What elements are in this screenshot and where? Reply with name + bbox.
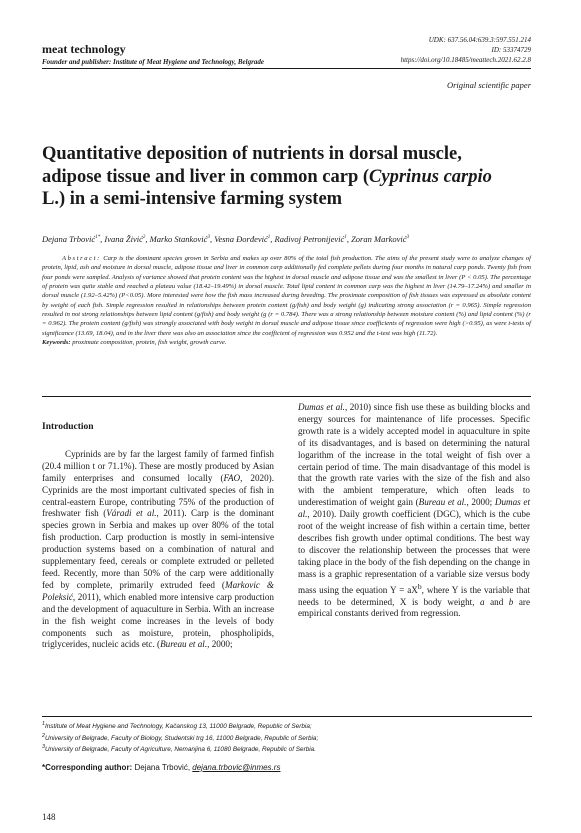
corresponding-label: *Corresponding author:: [42, 763, 133, 772]
paper-id: ID: 53374729: [491, 46, 531, 54]
author-name: Vesna Đorđević: [214, 234, 268, 244]
abstract-label: Abstract:: [62, 255, 101, 262]
publisher-line: Founder and publisher: Institute of Meat Hygiene and Technology, Belgrade: [42, 58, 264, 66]
corresponding-author: [42, 763, 280, 772]
affiliations: [42, 720, 532, 755]
body-text: , 2011), which enabled more intensive carp production and the development of aquaculture in Serbia. With an increase in the fish weight come increases in the levels of body components such as moisture, protein, phospholipids, triglycerides, nucleic acids etc. (: [42, 591, 274, 650]
body-text: , 2000;: [466, 497, 495, 508]
journal-name: meat technology: [42, 42, 126, 56]
body-text: , 2020). Cyprinids are the most important cultivated species of fish in central-eastern Europe, contributing 75% of the production of freshwater fish (: [42, 472, 274, 519]
author-affiliation-mark: 3: [207, 235, 210, 241]
affiliation-mark: 3: [42, 744, 45, 751]
author-name: Marko Stanković: [149, 234, 208, 244]
section-heading-introduction: Introduction: [42, 422, 94, 432]
keywords-label: Keywords:: [42, 339, 71, 347]
variable: b: [508, 596, 514, 607]
corresponding-name: Dejana Trbović,: [134, 763, 191, 772]
body-text: , where Y is the variable that needs to be determined, X is body weight,: [298, 584, 530, 607]
author-name: Radivoj Petronijević: [274, 234, 345, 244]
author-affiliation-mark: 1: [267, 235, 271, 241]
intro-paragraph: [42, 449, 274, 651]
affiliation-item: [42, 743, 532, 755]
abstract-text: Carp is the dominant species grown in Serbia and makes up over 80% of the total fish production. The aims of the present study were to analyze changes of protein, lipid, ash and moisture in dorsal muscle, adipose tissue and liver in common carp additionally fed complete pellets during four months in natural carp ponds. Twenty fish from four ponds were sampled. Analysis of variance showed that protein content was the highest in dorsal muscle and adipose tissue and was the smallest in liver (P < 0.05). The percentage of protein was quite stable and reached a plateau value (18.42–19.49%) in dorsal muscle. Total lipid content in common carp was the highest in liver (14.79–17.24%) and smaller in dorsal muscle (1.92–5.42%) (P<0.05). More interested were how the fish mass increased during breeding. The proximate composition of fish tissues was expressed as absolute content by weight of each fish. Simple regression resulted in relationships between protein content (g/fish) and body weight (g) indicating strong association (r = 0.965). Simple regression resulted in not strong relationships between lipid content (g/fish) and body weight (g (r = 0.784). There was a strong relationship between moisture content (%) and lipid content (%) (r = 0.962). The protein content (g/fish) was strongly associated with body weight in dorsal muscle and adipose tissue since coefficients of regression were high (>0.95), as were t-tests of significance (13.69, 18.04), and in the liver there was also an association since the coefficient of regression was 0.952 and the t-test was high (11.72).: [42, 255, 531, 337]
author-affiliation-mark: 1*: [95, 235, 101, 241]
body-text: , 2000;: [207, 639, 233, 650]
author-name: Ivana Živić: [104, 234, 143, 244]
header-rule: [42, 68, 531, 69]
affiliation-item: [42, 720, 532, 732]
author-affiliation-mark: 1: [344, 235, 347, 241]
udk-code: UDK: 637.56.04:639.3:597.551.214: [428, 36, 531, 44]
right-column: [298, 402, 530, 620]
intro-paragraph-continued: [298, 402, 530, 620]
author-list: Dejana Trbović$^{1*}$, Ivana Živić$^2$, Marko Stanković$^3$, Vesna Đorđević$^1$, Radivoj Petronijević$^1$, Zoran Marković$^3$: [42, 234, 410, 244]
affiliation-item: [42, 732, 532, 744]
page-number: 148: [42, 812, 56, 822]
citation: Markovic & Poleksić: [42, 579, 275, 602]
body-text: , 2010). Daily growth coefficient (DGC), which is the cube root of the weight increase of fish within a certain time, better describes fish growth under optimal conditions. The best way to discover the relationship between the processes that were taking place in the body of the fish depending on the change in mass is a graphic representation of a variable size versus body mass using the equation Y = aX: [298, 509, 530, 595]
left-column: [42, 402, 274, 651]
body-text: Cyprinids are by far the largest family of farmed finfish (20.4 million t or 71.1%). These are mostly produced by Asian family enterprises and consumed locally (: [42, 448, 274, 483]
affiliation-mark: 1: [42, 721, 45, 727]
abstract: [42, 254, 531, 347]
corresponding-email[interactable]: dejana.trbovic@inmes.rs: [192, 763, 281, 772]
citation: Dumas et al.: [298, 497, 530, 520]
footer-rule: [42, 716, 532, 717]
affiliation-text: Institute of Meat Hygiene and Technology, Kačanskog 13, 11000 Belgrade, Republic of Serbia;: [44, 723, 312, 731]
citation: Váradi et al.: [106, 508, 157, 519]
title-part-1: Quantitative deposition of nutrients in dorsal muscle, adipose tissue and liver in common carp (: [42, 144, 462, 187]
abstract-rule: [42, 396, 531, 397]
affiliation-mark: 2: [42, 732, 45, 739]
exponent: b: [417, 581, 422, 591]
affiliation-text: University of Belgrade, Faculty of Biology, Studentski trg 16, 11000 Belgrade, Republic of Serbia;: [44, 734, 319, 742]
title-species: Cyprinus carpio: [369, 166, 492, 187]
title-part-3: L.) in a semi-intensive farming system: [42, 189, 343, 209]
keywords-text: proximate composition, protein, fish weight, growth curve.: [72, 339, 227, 347]
body-text: , 2010) since fish use these as building blocks and energy sources for maintenance of life processes. Specific growth rate is a widely accepted model in aquaculture in spite of its disadvantages, and is based on determining the natural logarithm of the increase in the total weight of fish over a certain period of time. The main disadvantage of this model is that the growth rate varies with the size of the fish and also with the ambient temperature, which often leads to underestimation of weight gain (: [298, 402, 530, 508]
author-name: Dejana Trbović: [42, 234, 96, 244]
citation: FAO: [223, 472, 241, 483]
body-text: are empirical constants derived from regression.: [298, 596, 530, 619]
citation: Dumas et al.: [298, 402, 345, 412]
affiliation-text: University of Belgrade, Faculty of Agriculture, Nemanjina 6, 11080 Belgrade, Republic of Serbia.: [44, 746, 317, 754]
citation: Bureau et al.: [160, 639, 208, 650]
paper-type: Original scientific paper: [446, 80, 531, 90]
citation: Bureau et al.: [418, 497, 467, 508]
variable: a: [480, 596, 485, 607]
author-affiliation-mark: 3: [406, 235, 410, 241]
body-text: and: [484, 596, 509, 607]
paper-title: [42, 143, 512, 211]
doi-link[interactable]: https://doi.org/10.18485/meattech.2021.62.2.8: [400, 56, 531, 64]
author-affiliation-mark: 2: [142, 235, 146, 241]
author-name: Zoran Marković: [351, 234, 407, 244]
body-text: , 2011). Carp is the dominant species grown in Serbia and makes up over 80% of the total fish production. Carp production is mostly in semi-intensive production systems based on a combination of natural and supplementary feed, cereals or complete extruded or pelleted feed. Recently, more than 50% of the carp were additionally fed by complete, primarily extruded feed (: [42, 508, 274, 590]
